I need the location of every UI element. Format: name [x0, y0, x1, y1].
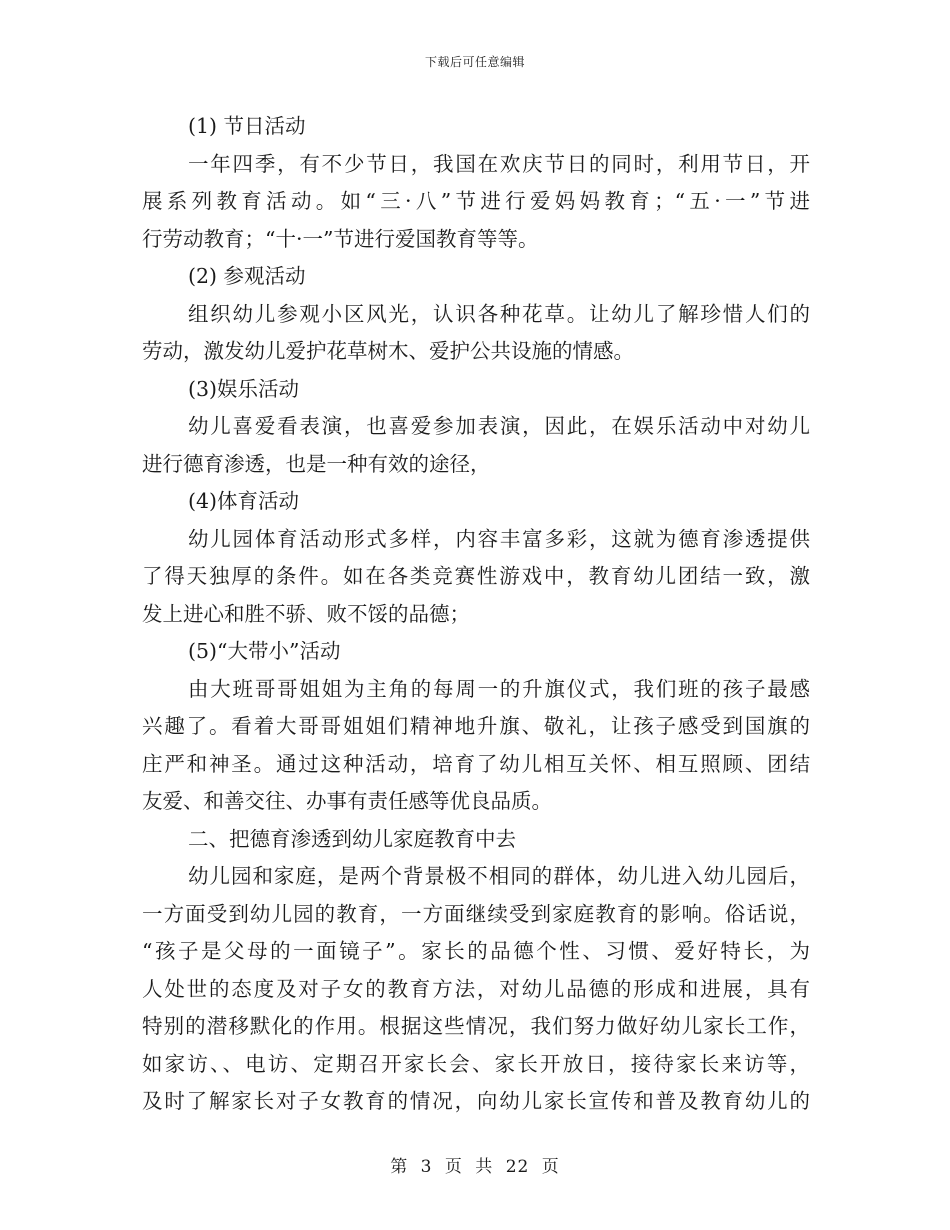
paragraph-line: 如家访、、电访、定期召开家长会、家长开放日，接待家长来访等， [142, 1051, 810, 1076]
paragraph-line: 幼儿园体育活动形式多样，内容丰富多彩，这就为德育渗透提供 [188, 526, 810, 551]
subheading-big-helps-small: (5)“大带小”活动 [188, 639, 341, 663]
paragraph-line: 一年四季，有不少节日，我国在欢庆节日的同时，利用节日，开 [188, 151, 810, 176]
paragraph-line: 发上进心和胜不骄、败不馁的品德； [142, 601, 470, 626]
paragraph-line: 幼儿喜爱看表演，也喜爱参加表演，因此，在娱乐活动中对幼儿 [188, 414, 810, 438]
paragraph-line: 幼儿园和家庭，是两个背景极不相同的群体，幼儿进入幼儿园后， [188, 864, 810, 888]
paragraph-line: “孩子是父母的一面镜子”。家长的品德个性、习惯、爱好特长，为 [142, 939, 810, 963]
paragraph-line: 由大班哥哥姐姐为主角的每周一的升旗仪式，我们班的孩子最感 [188, 676, 810, 701]
paragraph-line: 行劳动教育；“十·一”节进行爱国教育等等。 [142, 226, 539, 251]
paragraph-line: 特别的潜移默化的作用。根据这些情况，我们努力做好幼儿家长工作， [142, 1014, 810, 1038]
paragraph-line: 展系列教育活动。如“三·八”节进行爱妈妈教育；“五·一”节进 [142, 189, 810, 213]
paragraph-line: 进行德育渗透，也是一种有效的途径， [142, 451, 491, 476]
subheading-entertainment-activities: (3)娱乐活动 [188, 376, 300, 401]
paragraph-line: 一方面受到幼儿园的教育，一方面继续受到家庭教育的影响。俗话说， [142, 901, 810, 926]
document-body [142, 108, 810, 1121]
paragraph-line: 庄严和神圣。通过这种活动，培育了幼儿相互关怀、相互照顾、团结 [142, 751, 810, 776]
paragraph-line: 兴趣了。看着大哥哥姐姐们精神地升旗、敬礼，让孩子感受到国旗的 [142, 714, 810, 738]
paragraph-line: 友爱、和善交往、办事有责任感等优良品质。 [142, 789, 552, 813]
subheading-visit-activities: (2) 参观活动 [188, 264, 306, 288]
paragraph-line: 人处世的态度及对子女的教育方法，对幼儿品德的形成和进展，具有 [142, 976, 810, 1001]
subheading-sports-activities: (4)体育活动 [188, 489, 300, 513]
paragraph-line: 组织幼儿参观小区风光，认识各种花草。让幼儿了解珍惜人们的 [188, 301, 810, 326]
page-footer: 第 3 页 共 22 页 [390, 1157, 560, 1177]
page-header: 下载后可任意编辑 [424, 55, 525, 69]
paragraph-line: 了得天独厚的条件。如在各类竞赛性游戏中，教育幼儿团结一致，激 [142, 564, 810, 588]
section-heading-family-education: 二、把德育渗透到幼儿家庭教育中去 [188, 826, 516, 851]
paragraph-line: 劳动，激发幼儿爱护花草树木、爱护公共设施的情感。 [142, 339, 634, 363]
paragraph-line: 及时了解家长对子女教育的情况，向幼儿家长宣传和普及教育幼儿的 [142, 1089, 810, 1113]
subheading-festival-activities: (1) 节日活动 [188, 114, 306, 138]
